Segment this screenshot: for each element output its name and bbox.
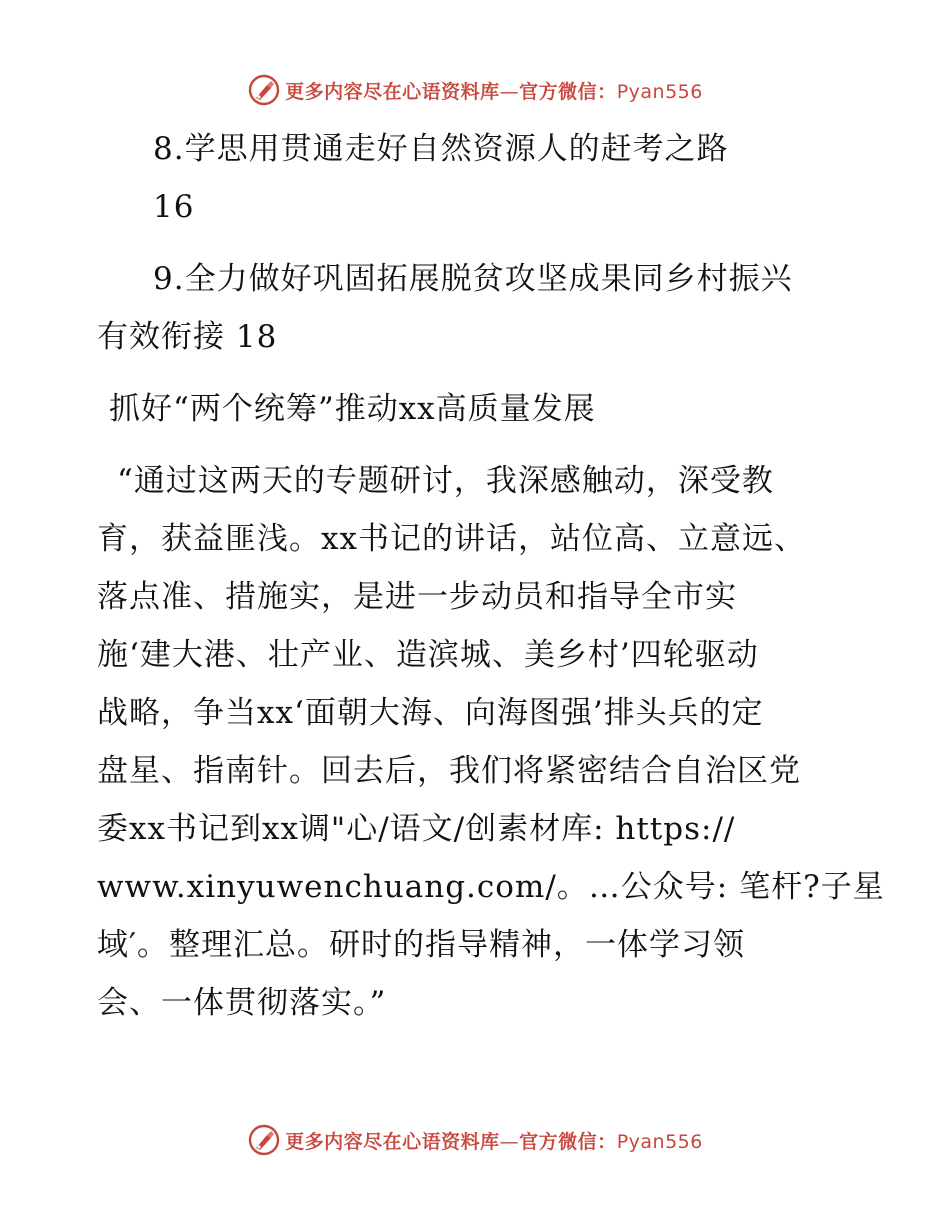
page-content [97, 120, 885, 1032]
watermark-wechat-label: 官方微信： [519, 80, 617, 103]
fountain-pen-seal-icon [247, 73, 281, 107]
article-line: “通过这两天的专题研讨，我深感触动，深受教 [117, 463, 774, 499]
watermark-brand: 更多内容尽在心语资料库 [285, 1130, 500, 1153]
watermark-text [285, 77, 703, 104]
watermark-wechat-label: 官方微信： [519, 1130, 617, 1153]
toc-entry-9-line2: 有效衔接 18 [97, 319, 278, 355]
article-line: 育，获益匪浅。xx书记的讲话，站位高、立意远、 [97, 521, 806, 557]
header-watermark [0, 70, 950, 110]
toc-entry-9-line1: 9.全力做好巩固拓展脱贫攻坚成果同乡村振兴 [153, 261, 793, 297]
article-line: 盘星、指南针。回去后，我们将紧密结合自治区党 [97, 753, 801, 789]
article-line: www.xinyuwenchuang.com/。…公众号: 笔杆?子星 [97, 869, 885, 905]
toc-entry-8-page: 16 [153, 189, 195, 225]
watermark-separator: — [499, 80, 520, 103]
watermark-wechat-id: Pyan556 [616, 80, 703, 103]
article-line: 会、一体贯彻落实。” [97, 985, 387, 1021]
article-body [97, 452, 885, 1032]
article-line: 施‘建大港、壮产业、造滨城、美乡村’四轮驱动 [97, 637, 759, 673]
article-line: 战略，争当xx‘面朝大海、向海图强’排头兵的定 [97, 695, 764, 731]
article-line: 委xx书记到xx调"心/语文/创素材库: https:// [97, 811, 736, 847]
toc-entry-8-line1: 8.学思用贯通走好自然资源人的赶考之路 [153, 131, 729, 167]
watermark-text [285, 1127, 703, 1154]
article-line: 域′。整理汇总。研时的指导精神，一体学习领 [97, 927, 746, 963]
fountain-pen-seal-icon [247, 1123, 281, 1157]
watermark-brand: 更多内容尽在心语资料库 [285, 80, 500, 103]
article-title: 抓好“两个统筹”推动xx高质量发展 [109, 391, 596, 427]
watermark-wechat-id: Pyan556 [616, 1130, 703, 1153]
watermark-separator: — [499, 1130, 520, 1153]
footer-watermark [0, 1120, 950, 1160]
article-line: 落点准、措施实，是进一步动员和指导全市实 [97, 579, 737, 615]
